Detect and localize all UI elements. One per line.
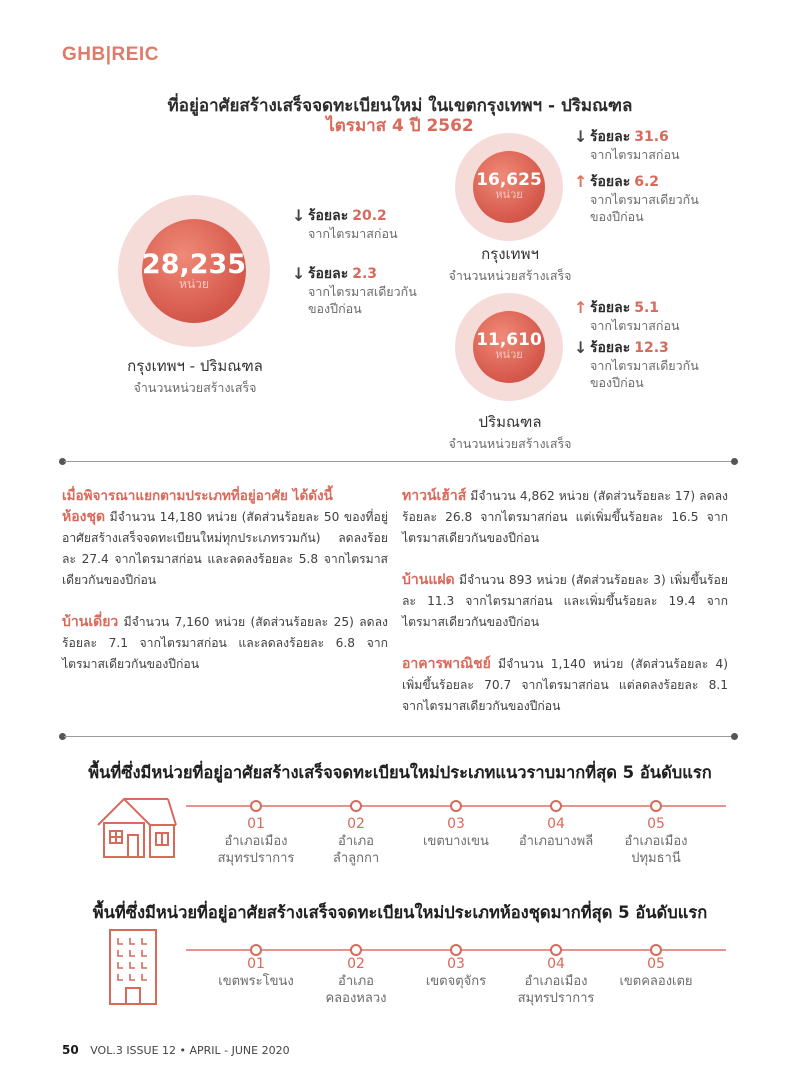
bkk-value: 16,625 <box>476 170 542 191</box>
stat-desc-2: ของปีก่อน <box>308 301 362 316</box>
divider-dot <box>731 733 738 740</box>
commercial-paragraph <box>402 654 728 717</box>
building-icon <box>104 926 162 1006</box>
townhouse-paragraph <box>402 486 728 549</box>
area-line2: ปทุมธานี <box>631 851 681 866</box>
divider-dot <box>731 458 738 465</box>
arrow-down-icon: ↓ <box>574 127 588 146</box>
top-condo-timeline <box>186 942 726 1032</box>
area-line1: เขตคลองเตย <box>619 974 693 989</box>
stat-desc: จากไตรมาสเดียวกัน <box>590 192 699 207</box>
townhouse-text: มีจำนวน 4,862 หน่วย (สัดส่วนร้อยละ 17) ลดลงร้อยละ 26.8 จากไตรมาสก่อน แต่เพิ่มขึ้นร้อยละ 16.5 จากไตรมาสเดียวกันของปีก่อน <box>402 489 728 545</box>
types-left-column <box>62 486 388 675</box>
area-line2: คลองหลวง <box>325 991 387 1006</box>
house-icon <box>94 795 178 859</box>
bkk-caption <box>430 242 590 286</box>
bkk-caption-title: กรุงเทพฯ <box>481 245 539 263</box>
top-lowrise-timeline <box>186 798 726 888</box>
timeline-node <box>450 944 462 956</box>
timeline-node <box>450 800 462 812</box>
area-line2: ลำลูกกา <box>332 851 380 866</box>
rank: 05 <box>647 816 665 832</box>
timeline-node <box>250 944 262 956</box>
arrow-down-icon: ↓ <box>574 338 588 357</box>
stat-value: 5.1 <box>634 300 660 316</box>
types-right-column <box>402 486 728 717</box>
bkk-unit: หน่วย <box>495 188 523 202</box>
rank: 04 <box>547 816 565 832</box>
arrow-up-icon: ↑ <box>574 298 588 317</box>
bkk-caption-sub: จำนวนหน่วยสร้างเสร็จ <box>448 268 572 283</box>
stat-desc: จากไตรมาสก่อน <box>590 318 680 333</box>
stat-desc: จากไตรมาสก่อน <box>590 147 680 162</box>
area-line1: เขตจตุจักร <box>425 974 487 989</box>
total-donut <box>118 195 270 347</box>
lowrise-item <box>206 816 306 867</box>
rank: 02 <box>347 816 365 832</box>
rank: 04 <box>547 956 565 972</box>
vicinity-donut <box>455 293 563 401</box>
detached-text: มีจำนวน 7,160 หน่วย (สัดส่วนร้อยละ 25) ลดลงร้อยละ 7.1 จากไตรมาสก่อน และลดลงร้อยละ 6.8 จากไตรมาสเดียวกันของปีก่อน <box>62 615 388 671</box>
area-line1: อำเภอเมือง <box>224 834 288 849</box>
stat-value: 6.2 <box>634 174 660 190</box>
vicinity-caption <box>430 410 590 454</box>
commercial-label: อาคารพาณิชย์ <box>402 656 491 672</box>
stat-label: ร้อยละ <box>308 208 349 224</box>
twin-text: มีจำนวน 893 หน่วย (สัดส่วนร้อยละ 3) เพิ่มขึ้นร้อยละ 11.3 จากไตรมาสก่อน และเพิ่มขึ้นร้อยละ 19.4 จากไตรมาสเดียวกันของปีก่อน <box>402 573 728 629</box>
timeline-node <box>250 800 262 812</box>
vicinity-caption-title: ปริมณฑล <box>478 413 542 431</box>
arrow-up-icon: ↑ <box>574 172 588 191</box>
bkk-stat-1 <box>574 127 710 163</box>
commercial-text: มีจำนวน 1,140 หน่วย (สัดส่วนร้อยละ 4) เพิ่มขึ้นร้อยละ 70.7 จากไตรมาสก่อน แต่ลดลงร้อยละ 8.1 จากไตรมาสเดียวกันของปีก่อน <box>402 657 728 713</box>
page-title: ที่อยู่อาศัยสร้างเสร็จจดทะเบียนใหม่ ในเขตกรุงเทพฯ - ปริมณฑล <box>167 96 633 116</box>
stat-desc: จากไตรมาสก่อน <box>308 226 398 241</box>
top-lowrise-title: พื้นที่ซึ่งมีหน่วยที่อยู่อาศัยสร้างเสร็จจดทะเบียนใหม่ประเภทแนวราบมากที่สุด 5 อันดับแรก <box>88 763 712 782</box>
stat-label: ร้อยละ <box>590 174 631 190</box>
arrow-down-icon: ↓ <box>292 206 306 225</box>
timeline-node <box>650 800 662 812</box>
condo-text: มีจำนวน 14,180 หน่วย (สัดส่วนร้อยละ 50 ของที่อยู่อาศัยสร้างเสร็จจดทะเบียนใหม่ทุกประเภทรวมกัน) ลดลงร้อยละ 27.4 จากไตรมาสก่อน และลดลงร้อยละ 5.8 จากไตรมาสเดียวกันของปีก่อน <box>62 510 388 587</box>
bkk-stat-2 <box>574 172 710 225</box>
vicinity-stat-1 <box>574 298 710 334</box>
detached-paragraph <box>62 612 388 675</box>
area-line2: สมุทรปราการ <box>217 851 295 866</box>
stat-label: ร้อยละ <box>590 300 631 316</box>
vicinity-donut-center <box>473 311 545 383</box>
vicinity-caption-sub: จำนวนหน่วยสร้างเสร็จ <box>448 436 572 451</box>
timeline-node <box>350 800 362 812</box>
vicinity-unit: หน่วย <box>495 348 523 362</box>
total-stat-1 <box>292 206 428 242</box>
condo-label: ห้องชุด <box>62 509 106 525</box>
stat-value: 2.3 <box>352 266 378 282</box>
types-intro: เมื่อพิจารณาแยกตามประเภทที่อยู่อาศัย ได้ดังนี้ <box>62 488 333 504</box>
total-caption <box>100 354 290 398</box>
divider <box>64 461 734 462</box>
divider <box>64 736 734 737</box>
timeline-node <box>650 944 662 956</box>
issue-info: VOL.3 ISSUE 12 • APRIL - JUNE 2020 <box>90 1044 290 1057</box>
area-line1: อำเภอ <box>338 974 374 989</box>
stat-desc-2: ของปีก่อน <box>590 209 644 224</box>
area-line1: อำเภอ <box>338 834 374 849</box>
condo-item <box>306 956 406 1007</box>
twin-label: บ้านแฝด <box>402 572 455 588</box>
stat-label: ร้อยละ <box>590 340 631 356</box>
area-line1: อำเภอเมือง <box>524 974 588 989</box>
rank: 01 <box>247 956 265 972</box>
area-line2: สมุทรปราการ <box>517 991 595 1006</box>
timeline-node <box>550 944 562 956</box>
total-unit: หน่วย <box>179 276 209 291</box>
stat-desc: จากไตรมาสเดียวกัน <box>590 358 699 373</box>
condo-paragraph <box>62 507 388 591</box>
area-line1: เขตบางเขน <box>423 834 489 849</box>
townhouse-label: ทาวน์เฮ้าส์ <box>402 488 467 504</box>
stat-label: ร้อยละ <box>308 266 349 282</box>
stat-desc-2: ของปีก่อน <box>590 375 644 390</box>
rank: 01 <box>247 816 265 832</box>
page-subtitle: ไตรมาส 4 ปี 2562 <box>326 116 474 136</box>
condo-item <box>206 956 306 990</box>
bkk-donut <box>455 133 563 241</box>
condo-item <box>406 956 506 990</box>
rank: 05 <box>647 956 665 972</box>
page-footer <box>62 1043 290 1057</box>
lowrise-item <box>501 816 611 850</box>
stat-desc: จากไตรมาสเดียวกัน <box>308 284 417 299</box>
rank: 02 <box>347 956 365 972</box>
page-number: 50 <box>62 1043 79 1057</box>
rank: 03 <box>447 816 465 832</box>
total-value: 28,235 <box>141 248 247 280</box>
stat-label: ร้อยละ <box>590 129 631 145</box>
stat-value: 20.2 <box>352 208 387 224</box>
total-stat-2 <box>292 264 428 317</box>
vicinity-value: 11,610 <box>476 330 542 351</box>
area-line1: อำเภอบางพลี <box>518 834 594 849</box>
detached-label: บ้านเดี่ยว <box>62 614 119 630</box>
twin-paragraph <box>402 570 728 633</box>
lowrise-item <box>606 816 706 867</box>
total-caption-sub: จำนวนหน่วยสร้างเสร็จ <box>133 380 257 395</box>
arrow-down-icon: ↓ <box>292 264 306 283</box>
total-donut-center <box>142 219 246 323</box>
condo-item <box>606 956 706 990</box>
total-caption-title: กรุงเทพฯ - ปริมณฑล <box>127 357 263 375</box>
condo-item <box>501 956 611 1007</box>
stat-value: 31.6 <box>634 129 669 145</box>
lowrise-item <box>306 816 406 867</box>
brand-logo: GHB|REIC <box>62 44 159 65</box>
bkk-donut-center <box>473 151 545 223</box>
timeline-node <box>550 800 562 812</box>
area-line1: อำเภอเมือง <box>624 834 688 849</box>
top-condo-title: พื้นที่ซึ่งมีหน่วยที่อยู่อาศัยสร้างเสร็จจดทะเบียนใหม่ประเภทห้องชุดมากที่สุด 5 อันดับแรก <box>92 903 708 922</box>
lowrise-item <box>406 816 506 850</box>
rank: 03 <box>447 956 465 972</box>
timeline-node <box>350 944 362 956</box>
area-line1: เขตพระโขนง <box>218 974 294 989</box>
stat-value: 12.3 <box>634 340 669 356</box>
vicinity-stat-2 <box>574 338 710 391</box>
